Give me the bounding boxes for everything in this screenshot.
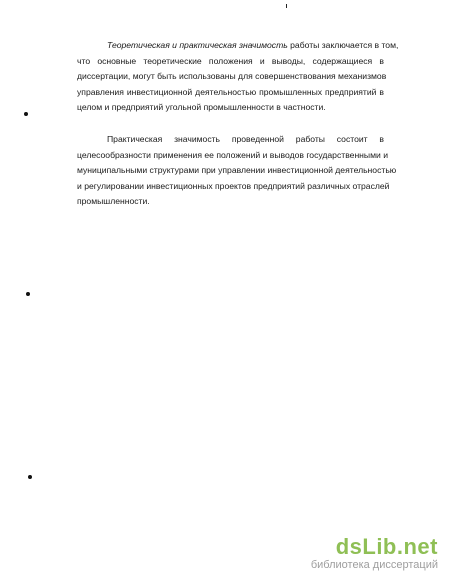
paragraph-line: диссертации, могут быть использованы для совершенствования механизмов [77,71,387,81]
dslib-watermark [311,536,438,572]
paragraph-line [77,38,399,54]
scan-mark [286,4,287,8]
paragraph-practical-significance [77,132,397,210]
watermark-subtitle: библиотека диссертаций [310,559,438,571]
paragraph-line: и регулировании инвестиционных проектов предприятий различных отраслей [77,180,390,191]
paragraph-line: Практическая значимость проведенной работы состоит в [107,134,384,144]
binder-hole-mark [28,475,32,479]
paragraph-line: целом и предприятий угольной промышленности в частности. [77,102,326,112]
binder-hole-mark [26,292,30,296]
paragraph-line: целесообразности применения ее положений и выводов государственными и [77,149,389,160]
logo-main: dsLib [335,534,397,559]
italic-phrase: Теоретическая и практическая значимость [107,40,288,50]
paragraph-theoretical-significance [77,38,399,116]
binder-hole-mark [24,112,28,116]
paragraph-line: что основные теоретические положения и выводы, содержащиеся в [77,55,384,66]
logo-suffix: .net [396,534,438,559]
line-text: работы заключается в том, [287,40,399,50]
dslib-logo [311,536,438,558]
paragraph-line: муниципальными структурами при управлении инвестиционной деятельностью [77,165,397,175]
paragraph-line: управления инвестиционной деятельностью промышленных предприятий в [77,86,384,97]
paragraph-line: промышленности. [77,196,150,206]
